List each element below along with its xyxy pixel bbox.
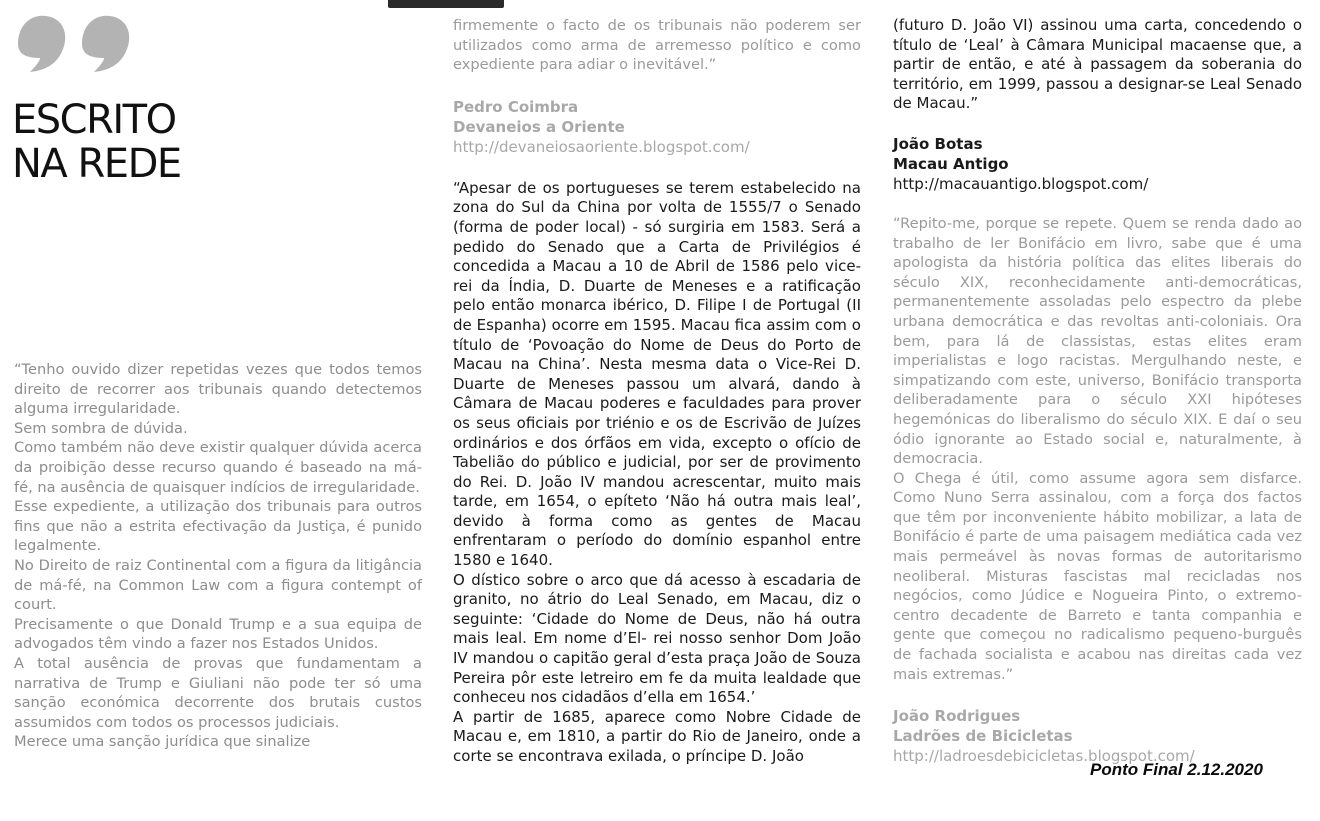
blog-link[interactable]: http://macauantigo.blogspot.com/ — [893, 174, 1149, 193]
paragraph: Precisamente o que Donald Trump e a sua equipa de advogados têm vindo a fazer nos Estados Unidos. — [14, 615, 422, 653]
paragraph: O Chega é útil, como assume agora sem disfarce. Como Nuno Serra assinalou, com a força dos factos que têm por inconveniente hábito mobilizar, a lata de Bonifácio é parte de uma paisagem mediática cada vez mais permeável às novas formas de autoritarismo neoliberal. Misturas fascistas mal recicladas nos negócios, como Júdice e Nogueira Pinto, o extremo-centro decadente de Barreto e tanta companhia e gente que começou no radicalismo pequeno-burguês de fachada socialista e acabou nas direitas cada vez mais extremas.” — [893, 469, 1302, 683]
blog-link[interactable]: http://ladroesdebicicletas.blogspot.com/ — [893, 747, 1195, 766]
quotation-marks-icon — [12, 12, 136, 72]
paragraph: O dístico sobre o arco que dá acesso à escadaria de granito, no átrio do Leal Senado, em Macau, diz o seguinte: ‘Cidade do Nome de Deus, não há outra mais leal. Em nome d’El- rei nosso senhor Dom João IV mandou o capitão geral d’esta praça João de Souza Pereira pôr este letreiro em fe da muita lealdade que conheceu nos cidadãos d’ella em 1654.’ — [453, 570, 861, 707]
paragraph: A total ausência de provas que fundamentam a narrativa de Trump e Giuliani não pode ter só uma sanção económica decorrente dos brutais custos assumidos com todos os processos judiciais. — [14, 654, 422, 731]
continued-text: (futuro D. João VI) assinou uma carta, concedendo o título de ‘Leal’ à Câmara Municipal macaense que, a partir de então, e até à passagem da soberania do território, em 1999, passou a designar-se Leal Senado de Macau.” — [893, 16, 1302, 113]
column-2 — [453, 16, 861, 767]
paragraph: “Apesar de os portugueses se terem estabelecido na zona do Sul da China por volta de 1555/7 o Senado (forma de poder local) - só surgiria em 1583. Será a pedido do Senado que a Carta de Privilégios é concedida a Macau a 10 de Abril de 1586 pelo vice-rei da Índia, D. Duarte de Meneses e a ratificação pelo então monarca ibérico, D. Filipe I de Portugal (II de Espanha) ocorre em 1595. Macau fica assim com o título de ‘Povoação do Nome de Deus do Porto de Macau na China’. Nesta mesma data o Vice-Rei D. Duarte de Meneses passou um alvará, dando à Câmara de Macau poderes e faculdades para prover os seus oficiais por triénio e os de Escrivão de Juízes ordinários e dos órfãos em vida, excepto o ofício de Tabelião do público e judicial, por ser de provimento do Rei. D. João IV mandou acrescentar, muito mais tarde, em 1654, o epíteto ‘Não há outra mais leal’, devido à forma como as gentes de Macau enfrentaram o período do domínio espanhol entre 1580 e 1640. — [453, 178, 861, 570]
source-credit: Ponto Final 2.12.2020 — [1090, 760, 1263, 779]
paragraph: Esse expediente, a utilização dos tribunais para outros fins que não a estrita efectivação da Justiça, é punido legalmente. — [14, 498, 422, 555]
paragraph: A partir de 1685, aparece como Nobre Cidade de Macau e, em 1810, a partir do Rio de Janeiro, onde a corte se encontrava exilada, o príncipe D. João — [453, 707, 861, 765]
author-name: João Botas — [893, 134, 983, 153]
author-name: Pedro Coimbra — [453, 97, 579, 116]
paragraph: Merece uma sanção jurídica que sinalize — [14, 733, 311, 751]
paragraph: No Direito de raiz Continental com a figura da litigância de má-fé, na Common Law com a figura contempt of court. — [14, 556, 422, 614]
blog-name: Devaneios a Oriente — [453, 117, 625, 136]
paragraph: Sem sombra de dúvida. — [14, 419, 188, 437]
top-tab-bar — [388, 0, 504, 8]
column-3 — [893, 16, 1302, 766]
paragraph: Como também não deve existir qualquer dúvida acerca da proibição desse recurso quando é baseado na má-fé, na ausência de quaisquer indícios de irregularidade. — [14, 439, 422, 496]
blog-name: Macau Antigo — [893, 154, 1009, 173]
section-title: ESCRITO NA REDE — [12, 97, 181, 187]
author-name: João Rodrigues — [893, 707, 1021, 726]
blog-link[interactable]: http://devaneiosaoriente.blogspot.com/ — [453, 137, 750, 156]
blog-name: Ladrões de Bicicletas — [893, 727, 1073, 746]
continued-text: firmemente o facto de os tribunais não poderem ser utilizados como arma de arremesso político e como expediente para adiar o inevitável.” — [453, 17, 861, 74]
paragraph: “Repito-me, porque se repete. Quem se renda dado ao trabalho de ler Bonifácio em livro, sabe que é uma apologista da história política das elites liberais do século XIX, reconhecidamente anti-democráticas, permanentemente assoladas pelo espectro da plebe urbana democrática e das revoltas anti-coloniais. Ora bem, para lá de classistas, estas elites eram imperialistas e logo racistas. Mergulhando neste, e simpatizando com este, universo, Bonifácio transporta deliberadamente para o século XXI hipóteses hegemónicas do liberalismo do século XIX. E daí o seu ódio ignorante ao Estado social e, naturalmente, à democracia. — [893, 214, 1302, 468]
column-1 — [14, 360, 422, 752]
paragraph: “Tenho ouvido dizer repetidas vezes que todos temos direito de recorrer aos tribunais quando detectemos alguma irregularidade. — [14, 361, 422, 418]
